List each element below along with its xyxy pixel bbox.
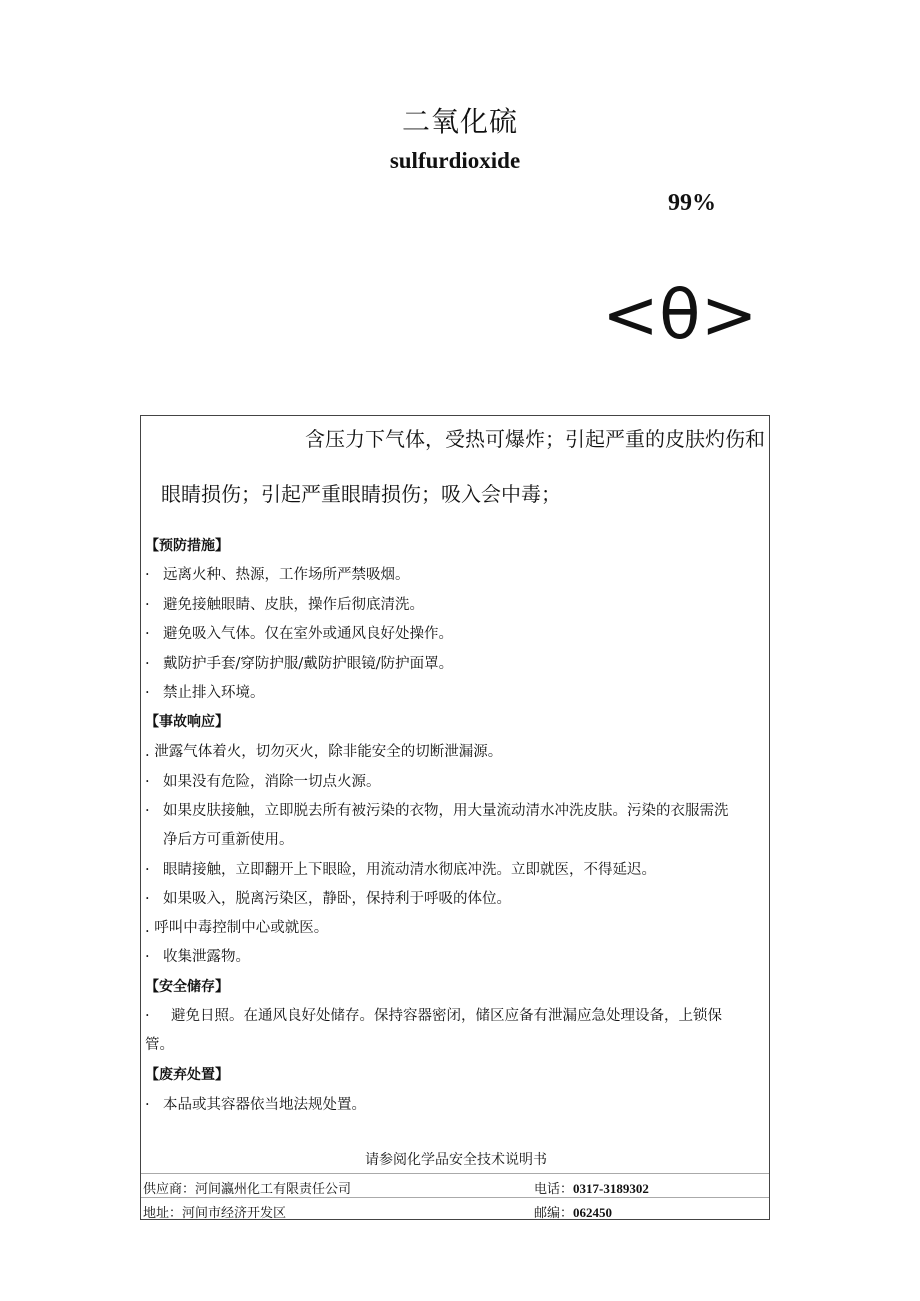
prevention-item: · 戴防护手套/穿防护服/戴防护眼镜/防护面罩。 [145, 656, 454, 672]
storage-heading: 【安全储存】 [145, 979, 229, 995]
prevention-item: · 避免吸入气体。仅在室外或通风良好处操作。 [145, 626, 453, 642]
prevention-item: · 避免接触眼睛、皮肤，操作后彻底清洗。 [145, 597, 424, 613]
bullet-dot: · [145, 1008, 150, 1024]
response-heading: 【事故响应】 [145, 714, 229, 730]
disposal-item: · 本品或其容器依当地法规处置。 [145, 1097, 366, 1113]
bullet-dot: · [145, 567, 150, 583]
prevention-heading: 【预防措施】 [145, 538, 229, 554]
bullet-dot: · [145, 862, 150, 878]
bullet-dot: · [145, 1097, 150, 1113]
response-line: · 如果没有危险，消除一切点火源。 [145, 774, 381, 790]
prevention-item: · 禁止排入环境。 [145, 685, 265, 701]
response-line: · 收集泄露物。 [145, 949, 250, 965]
disposal-heading: 【废弃处置】 [145, 1067, 229, 1083]
response-line: 净后方可重新使用。 [163, 832, 294, 848]
phone-info: 电话：0317-3189302 [534, 1181, 649, 1197]
hazard-statement-line-1: 含压力下气体，受热可爆炸；引起严重的皮肤灼伤和 [305, 427, 765, 451]
hazard-pictogram-symbol: <θ> [602, 276, 758, 355]
bullet-dot: · [145, 949, 150, 965]
response-line: · 如果皮肤接触，立即脱去所有被污染的衣物，用大量流动清水冲洗皮肤。污染的衣服需洗 [145, 803, 729, 819]
purity-value: 99% [668, 190, 716, 216]
address-info: 地址：河间市经济开发区 [143, 1206, 287, 1221]
storage-line: · 避免日照。在通风良好处储存。保持容器密闭，储区应备有泄漏应急处理设备，上锁保 [145, 1008, 722, 1024]
response-line: . 泄露气体着火，切勿灭火，除非能安全的切断泄漏源。 [145, 744, 503, 760]
response-line: · 眼睛接触，立即翻开上下眼睑，用流动清水彻底冲洗。立即就医，不得延迟。 [145, 862, 656, 878]
prevention-item: · 远离火种、热源，工作场所严禁吸烟。 [145, 567, 410, 583]
product-name-en: sulfurdioxide [389, 148, 521, 173]
supplier-row [141, 1173, 769, 1198]
supplier-info: 供应商：河间瀛州化工有限责任公司 [143, 1182, 352, 1197]
bullet-dot: · [145, 626, 150, 642]
bullet-dot: · [145, 656, 150, 672]
response-line: · 如果吸入，脱离污染区，静卧，保持利于呼吸的体位。 [145, 891, 511, 907]
hazard-statement-line-2: 眼睛损伤；引起严重眼睛损伤；吸入会中毒； [161, 482, 561, 506]
sds-reference-note: 请参阅化学品安全技术说明书 [365, 1152, 547, 1168]
bullet-dot: · [145, 774, 150, 790]
address-row [141, 1197, 769, 1222]
safety-label-box [140, 415, 770, 1220]
storage-line: 管。 [145, 1037, 174, 1053]
bullet-dot: · [145, 803, 150, 819]
postcode-info: 邮编：062450 [534, 1205, 613, 1221]
bullet-dot: · [145, 597, 150, 613]
product-name-cn: 二氧化硫 [401, 105, 518, 138]
bullet-dot: · [145, 685, 150, 701]
response-line: . 呼叫中毒控制中心或就医。 [145, 920, 329, 936]
bullet-dot: · [145, 891, 150, 907]
